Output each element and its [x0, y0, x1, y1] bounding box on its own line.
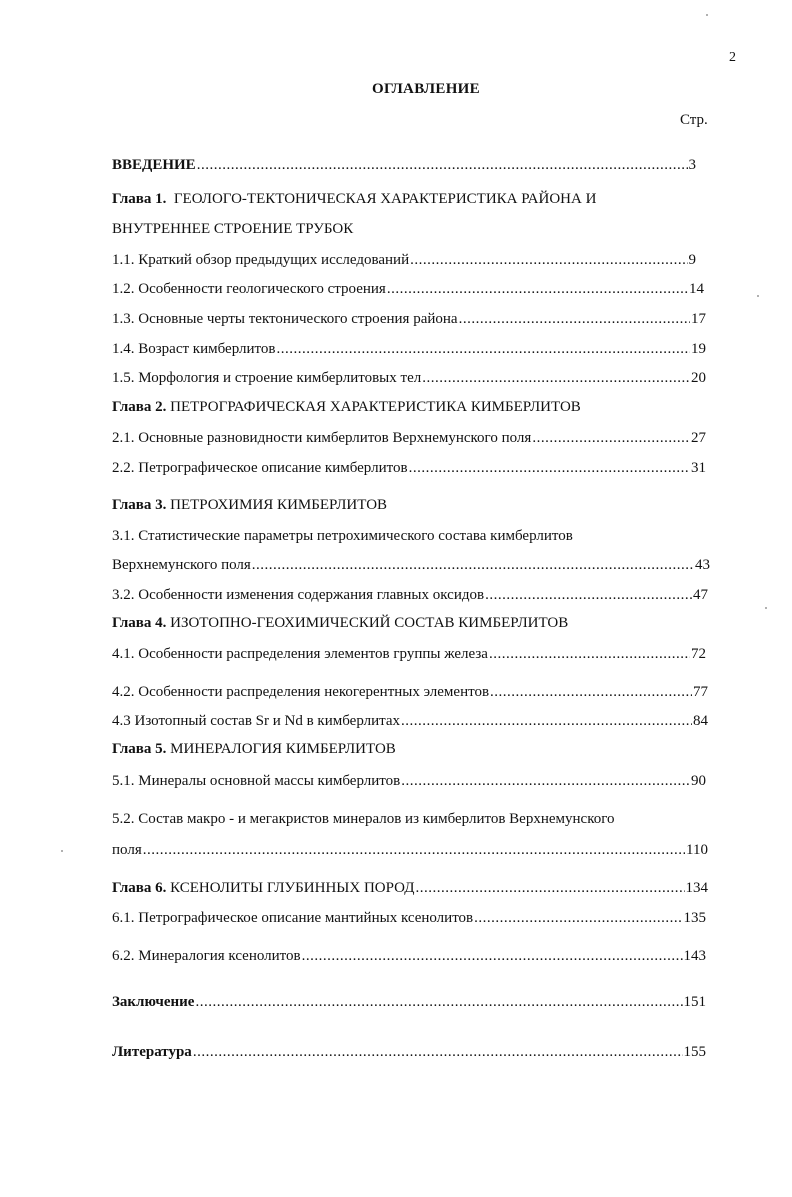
chapter-title: ПЕТРОГРАФИЧЕСКАЯ ХАРАКТЕРИСТИКА КИМБЕРЛИТОВ — [170, 399, 581, 415]
toc-entry[interactable] — [112, 280, 704, 298]
toc-entry[interactable] — [112, 772, 706, 790]
chapter-4-heading[interactable] — [112, 614, 568, 632]
leader-dots — [193, 1043, 683, 1061]
leader-dots — [387, 280, 688, 298]
toc-entry[interactable] — [112, 340, 706, 358]
toc-label: 4.3 Изотопный состав Sr и Nd в кимберлитах — [112, 713, 401, 729]
chapter-prefix: Глава 1. — [112, 191, 167, 207]
leader-dots — [422, 369, 690, 387]
page-number: 2 — [729, 50, 736, 65]
leader-dots — [459, 310, 690, 328]
toc-entry[interactable] — [112, 310, 706, 328]
leader-dots — [276, 340, 690, 358]
toc-entry[interactable] — [112, 251, 696, 269]
toc-entry[interactable] — [112, 712, 708, 730]
toc-entry-intro[interactable] — [112, 156, 696, 174]
toc-page: 110 — [686, 842, 708, 858]
toc-label: 6.2. Минералогия ксенолитов — [112, 948, 301, 964]
chapter-title: МИНЕРАЛОГИЯ КИМБЕРЛИТОВ — [170, 741, 396, 757]
toc-entry[interactable] — [112, 909, 706, 927]
leader-dots — [401, 772, 690, 790]
leader-dots — [252, 556, 694, 574]
toc-entry[interactable] — [112, 947, 706, 965]
toc-label: 1.1. Краткий обзор предыдущих исследований — [112, 252, 410, 268]
chapter-1-heading-cont: ВНУТРЕННЕЕ СТРОЕНИЕ ТРУБОК — [112, 221, 354, 237]
toc-entry[interactable] — [112, 645, 706, 663]
leader-dots — [197, 156, 688, 174]
chapter-5-heading[interactable] — [112, 740, 396, 758]
toc-page: 17 — [691, 311, 706, 327]
toc-label: Верхнемунского поля — [112, 557, 251, 573]
toc-page: 20 — [691, 370, 706, 386]
toc-page: 14 — [689, 281, 704, 297]
chapter-heading-text — [112, 879, 414, 897]
toc-page: 151 — [683, 994, 706, 1010]
toc-page: 19 — [691, 341, 706, 357]
toc-label: 5.1. Минералы основной массы кимберлитов — [112, 773, 401, 789]
leader-dots — [474, 909, 682, 927]
toc-entry[interactable] — [112, 459, 706, 477]
toc-label: 1.4. Возраст кимберлитов — [112, 341, 276, 357]
toc-page: 90 — [691, 773, 706, 789]
toc-label-cont[interactable]: 3.1. Статистические параметры петрохимического состава кимберлитов — [112, 528, 573, 544]
leader-dots — [409, 459, 690, 477]
toc-page: 143 — [683, 948, 706, 964]
toc-page: 3 — [688, 157, 696, 173]
toc-entry[interactable] — [112, 429, 706, 447]
chapter-title: ПЕТРОХИМИЯ КИМБЕРЛИТОВ — [170, 497, 388, 513]
toc-entry-literature[interactable] — [112, 1043, 706, 1061]
toc-entry[interactable] — [112, 369, 706, 387]
chapter-title: КСЕНОЛИТЫ ГЛУБИННЫХ ПОРОД — [170, 880, 415, 896]
toc-label: 4.2. Особенности распределения некогерентных элементов — [112, 684, 490, 700]
page-column-label: Стр. — [680, 112, 708, 128]
toc-page: 9 — [688, 252, 696, 268]
toc-label: 6.1. Петрографическое описание мантийных ксенолитов — [112, 910, 474, 926]
chapter-prefix: Глава 5. — [112, 741, 167, 757]
leader-dots — [302, 947, 683, 965]
toc-label: ВВЕДЕНИЕ — [112, 157, 196, 173]
chapter-prefix: Глава 3. — [112, 497, 167, 513]
chapter-2-heading[interactable] — [112, 398, 581, 416]
toc-page: 84 — [693, 713, 708, 729]
chapter-prefix: Глава 6. — [112, 880, 167, 896]
toc-entry[interactable] — [112, 556, 710, 574]
chapter-6-heading[interactable] — [112, 879, 708, 897]
chapter-title: ИЗОТОПНО-ГЕОХИМИЧЕСКИЙ СОСТАВ КИМБЕРЛИТОВ — [170, 615, 569, 631]
scan-speck — [757, 295, 759, 297]
toc-page: 31 — [691, 460, 706, 476]
scan-speck — [61, 850, 63, 852]
toc-label: 4.1. Особенности распределения элементов группы железа — [112, 646, 488, 662]
toc-entry[interactable] — [112, 683, 708, 701]
toc-label-cont[interactable]: 5.2. Состав макро - и мегакристов минералов из кимберлитов Верхнемунского — [112, 811, 615, 827]
leader-dots — [410, 251, 687, 269]
toc-label: Заключение — [112, 994, 195, 1010]
leader-dots — [195, 993, 682, 1011]
leader-dots — [532, 429, 690, 447]
scan-speck — [765, 607, 767, 609]
toc-label: 3.2. Особенности изменения содержания главных оксидов — [112, 587, 485, 603]
leader-dots — [143, 841, 685, 859]
chapter-1-heading[interactable] — [112, 190, 596, 208]
toc-entry[interactable] — [112, 841, 708, 859]
leader-dots — [489, 645, 690, 663]
toc-label: 1.3. Основные черты тектонического строения района — [112, 311, 458, 327]
toc-label: поля — [112, 842, 142, 858]
toc-label: 2.1. Основные разновидности кимберлитов Верхнемунского поля — [112, 430, 532, 446]
toc-page: 72 — [691, 646, 706, 662]
chapter-prefix: Глава 2. — [112, 399, 167, 415]
toc-page: 47 — [693, 587, 708, 603]
toc-label: 1.2. Особенности геологического строения — [112, 281, 386, 297]
toc-page: 134 — [685, 880, 708, 896]
leader-dots — [401, 712, 692, 730]
leader-dots — [485, 586, 692, 604]
scan-speck — [706, 14, 708, 16]
leader-dots — [415, 879, 684, 897]
chapter-3-heading[interactable] — [112, 496, 387, 514]
toc-entry-conclusion[interactable] — [112, 993, 706, 1011]
toc-page: 27 — [691, 430, 706, 446]
page-title: ОГЛАВЛЕНИЕ — [372, 81, 480, 97]
chapter-prefix: Глава 4. — [112, 615, 167, 631]
toc-entry[interactable] — [112, 586, 708, 604]
toc-label: Литература — [112, 1044, 192, 1060]
chapter-title: ГЕОЛОГО-ТЕКТОНИЧЕСКАЯ ХАРАКТЕРИСТИКА РАЙОНА И — [173, 191, 597, 207]
leader-dots — [490, 683, 692, 701]
toc-page: 135 — [683, 910, 706, 926]
toc-page: 43 — [695, 557, 710, 573]
toc-label: 2.2. Петрографическое описание кимберлитов — [112, 460, 408, 476]
toc-page: 77 — [693, 684, 708, 700]
toc-label: 1.5. Морфология и строение кимберлитовых тел — [112, 370, 422, 386]
toc-page: 155 — [683, 1044, 706, 1060]
